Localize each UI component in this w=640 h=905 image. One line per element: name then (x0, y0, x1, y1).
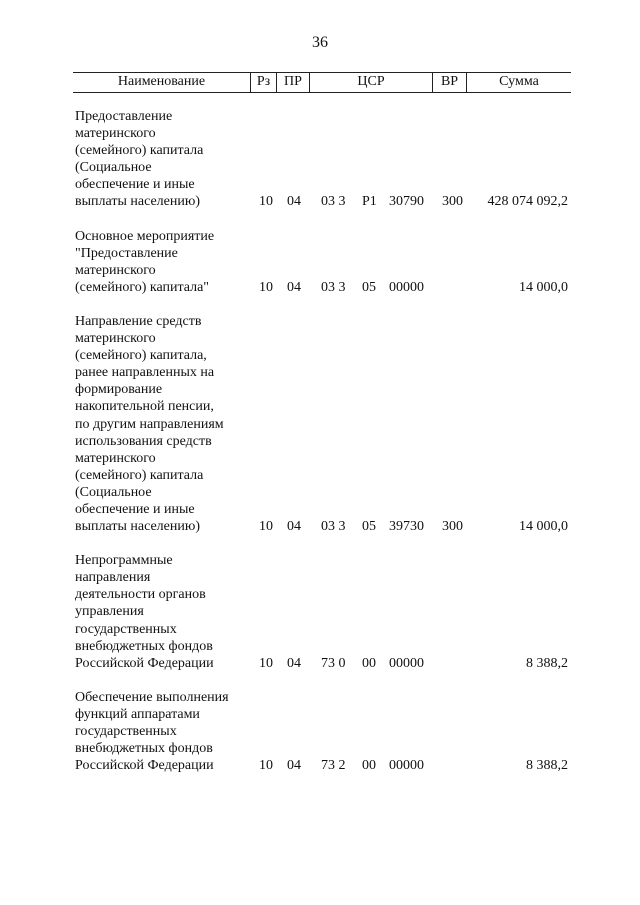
row-rz: 10 (259, 758, 273, 774)
row-name: Непрограммные направления деятельности органов управления государственных внебюджетных фондов Российской Федерации (75, 553, 214, 671)
row-codes (0, 279, 640, 296)
row-sum: 428 074 092,2 (487, 194, 568, 210)
row-csr-program: 73 2 (321, 758, 346, 774)
row-sum: 14 000,0 (519, 519, 568, 535)
row-rz: 10 (259, 194, 273, 210)
table-row (0, 552, 640, 672)
row-sum: 8 388,2 (526, 758, 568, 774)
row-rz: 10 (259, 519, 273, 535)
header-csr: ЦСР (310, 73, 433, 92)
row-codes (0, 193, 640, 210)
header-pr: ПР (277, 73, 310, 92)
row-codes (0, 655, 640, 672)
table-row (0, 108, 640, 211)
header-name: Наименование (73, 73, 251, 92)
row-pr: 04 (287, 519, 301, 535)
row-name: Предоставление материнского (семейного) капитала (Социальное обеспечение и иные выплаты населению) (75, 109, 204, 210)
row-csr-direction: 00000 (389, 758, 424, 774)
table-row (0, 228, 640, 296)
row-pr: 04 (287, 758, 301, 774)
row-pr: 04 (287, 194, 301, 210)
row-vr: 300 (442, 194, 463, 210)
table-row (0, 689, 640, 774)
row-csr-event: 00 (362, 758, 376, 774)
row-codes (0, 757, 640, 774)
header-sum: Сумма (499, 74, 539, 89)
row-csr-direction: 00000 (389, 655, 424, 671)
row-name: Обеспечение выполнения функций аппаратами государственных внебюджетных фондов Российской Федерации (75, 689, 229, 774)
row-csr-program: 03 3 (321, 194, 346, 210)
row-csr-event: 00 (362, 655, 376, 671)
row-csr-event: Р1 (362, 194, 377, 210)
row-csr-direction: 39730 (389, 519, 424, 535)
row-csr-direction: 00000 (389, 279, 424, 295)
row-csr-program: 03 3 (321, 279, 346, 295)
row-csr-program: 03 3 (321, 519, 346, 535)
table-header (73, 72, 571, 93)
table-body (0, 108, 640, 791)
header-vr: ВР (433, 73, 467, 92)
table-row (0, 313, 640, 535)
row-rz: 10 (259, 279, 273, 295)
row-rz: 10 (259, 655, 273, 671)
row-csr-event: 05 (362, 279, 376, 295)
row-vr: 300 (442, 519, 463, 535)
row-name: Направление средств материнского (семейного) капитала, ранее направленных на формирование накопительной пенсии, по другим направлениям использования средств материнского (семейного) капитала (Социальное обеспечение и иные выплаты населению) (75, 313, 224, 535)
page-number: 36 (312, 34, 328, 51)
row-csr-direction: 30790 (389, 194, 424, 210)
row-name: Основное мероприятие "Предоставление материнского (семейного) капитала" (75, 228, 215, 295)
header-rz: Рз (251, 73, 277, 92)
row-csr-program: 73 0 (321, 655, 346, 671)
row-codes (0, 518, 640, 535)
row-pr: 04 (287, 279, 301, 295)
row-sum: 14 000,0 (519, 279, 568, 295)
row-csr-event: 05 (362, 519, 376, 535)
row-sum: 8 388,2 (526, 655, 568, 671)
row-pr: 04 (287, 655, 301, 671)
